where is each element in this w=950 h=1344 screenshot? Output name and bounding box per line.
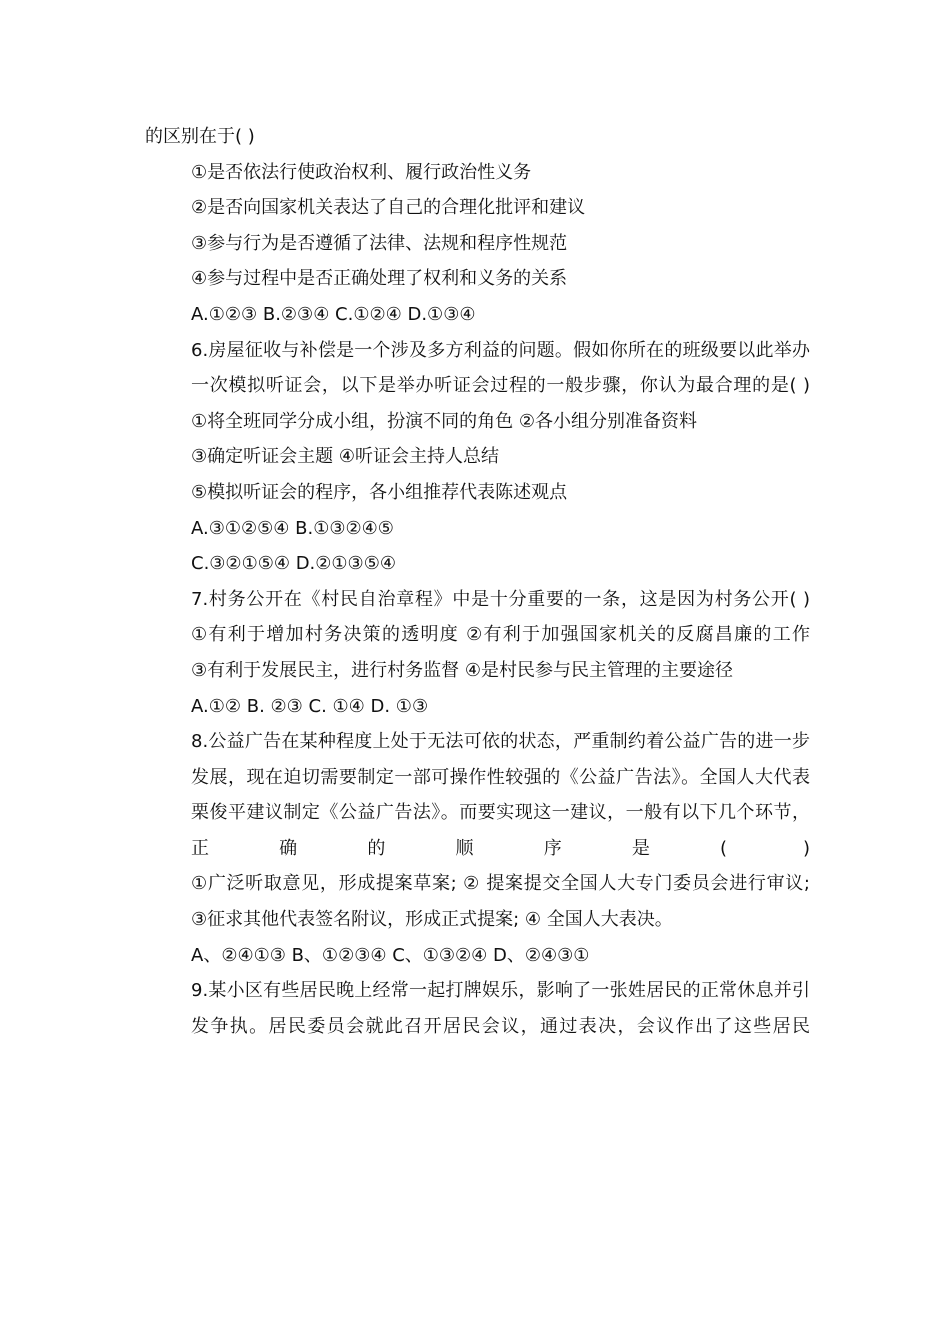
answer-choices: C.③②①⑤④ D.②①③⑤④ [191, 553, 396, 575]
option-line: ③确定听证会主题 ④听证会主持人总结 [191, 446, 499, 468]
question-9: 9.某小区有些居民晚上经常一起打牌娱乐，影响了一张姓居民的正常休息并引发争执。居民委员会就此召开居民会议，通过表决，会议作出了这些居民 [191, 980, 810, 1037]
question-6: 6.房屋征收与补偿是一个涉及多方利益的问题。假如你所在的班级要以此举办一次模拟听证会，以下是举办听证会过程的一般步骤，你认为最合理的是( ) [191, 339, 810, 397]
option-line: ①广泛听取意见，形成提案草案; ② 提案提交全国人大专门委员会进行审议; [191, 873, 810, 895]
option-line: ③有利于发展民主，进行村务监督 ④是村民参与民主管理的主要途径 [191, 659, 733, 681]
question-7: 7.村务公开在《村民自治章程》中是十分重要的一条，这是因为村务公开( ) [191, 588, 810, 610]
text-line: 的区别在于( ) [145, 126, 255, 147]
answer-choices: A、②④①③ B、①②③④ C、①③②④ D、②④③① [191, 944, 590, 966]
option-line: ①是否依法行使政治权利、履行政治性义务 [191, 161, 532, 183]
option-line: ①有利于增加村务决策的透明度 ②有利于加强国家机关的反腐昌廉的工作 [191, 624, 810, 646]
answer-choices: A.③①②⑤④ B.①③②④⑤ [191, 517, 394, 539]
question-8: 8.公益广告在某种程度上处于无法可依的状态，严重制约着公益广告的进一步发展，现在迫切需要制定一部可操作性较强的《公益广告法》。全国人大代表栗俊平建议制定《公益广告法》。而要实现这一建议，一般有以下几个环节，正确的顺序是( ) [191, 731, 810, 859]
document-body [145, 119, 810, 1044]
answer-choices: A.①② B. ②③ C. ①④ D. ①③ [191, 695, 429, 717]
option-line: ③征求其他代表签名附议，形成正式提案; ④ 全国人大表决。 [191, 909, 673, 931]
option-line: ②是否向国家机关表达了自己的合理化批评和建议 [191, 197, 586, 219]
option-line: ④参与过程中是否正确处理了权利和义务的关系 [191, 268, 568, 290]
option-line: ①将全班同学分成小组，扮演不同的角色 ②各小组分别准备资料 [191, 410, 697, 432]
option-line: ③参与行为是否遵循了法律、法规和程序性规范 [191, 232, 568, 254]
option-line: ⑤模拟听证会的程序，各小组推荐代表陈述观点 [191, 481, 568, 503]
answer-choices: A.①②③ B.②③④ C.①②④ D.①③④ [191, 303, 476, 325]
